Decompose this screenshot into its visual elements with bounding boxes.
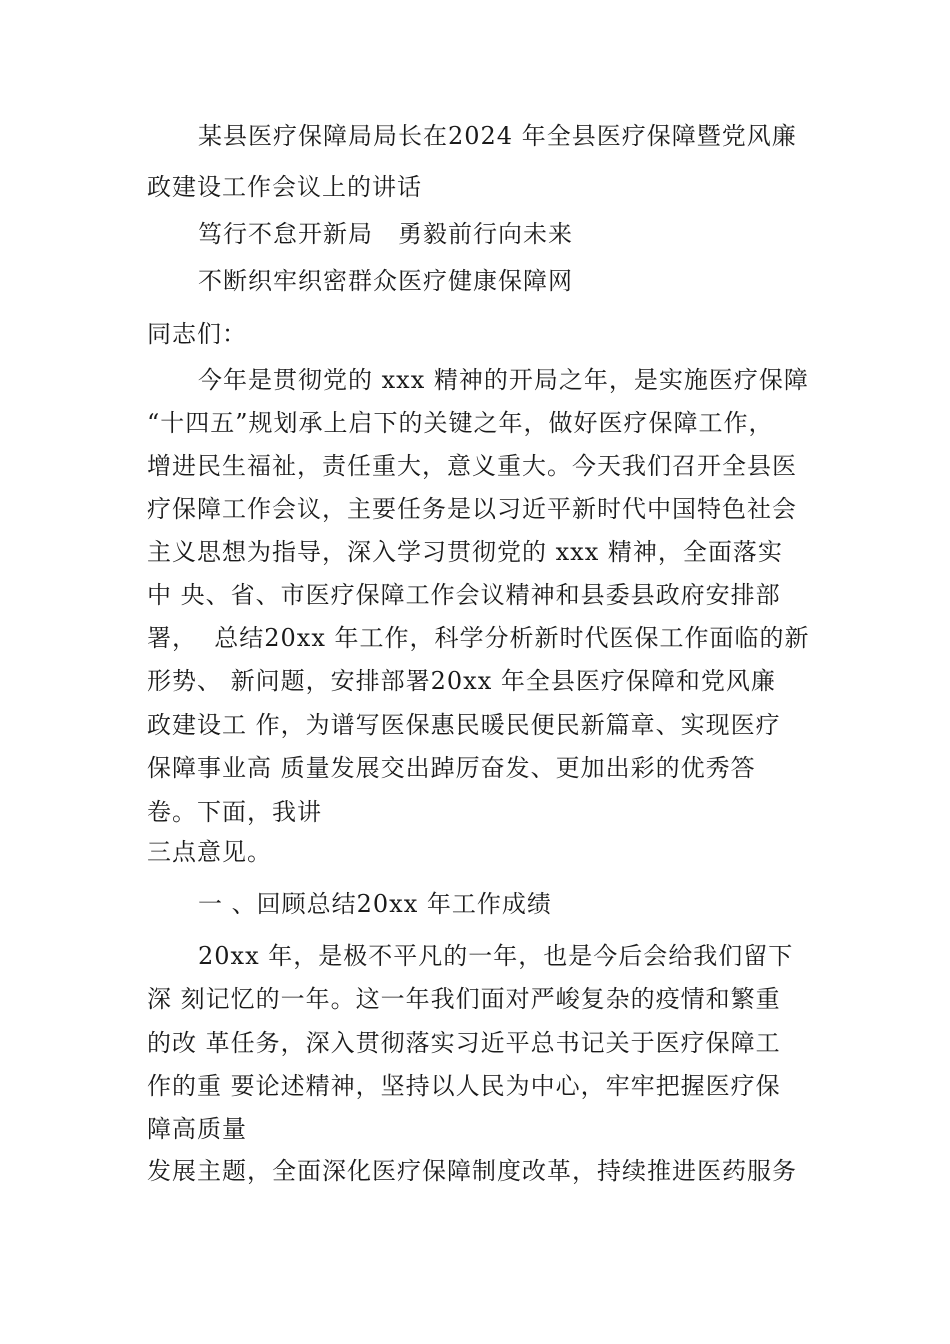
salutation: 同志们： [147, 320, 247, 348]
paragraph-line: 署， 总结20xx 年工作，科学分析新时代医保工作面临的新 [147, 624, 810, 652]
paragraph-line: 形势、 新问题，安排部署20xx 年全县医疗保障和党风廉 [147, 667, 776, 695]
document-subtitle-1: 笃行不怠开新局 勇毅前行向未来 [198, 220, 573, 248]
paragraph-line: 的改 革任务，深入贯彻落实习近平总书记关于医疗保障工 [147, 1029, 781, 1057]
paragraph-line: 保障事业高 质量发展交出踔厉奋发、更加出彩的优秀答 [147, 754, 756, 782]
paragraph-line: “十四五”规划承上启下的关键之年，做好医疗保障工作， [147, 409, 774, 437]
section-heading: 一 、回顾总结20xx 年工作成绩 [198, 890, 552, 918]
document-subtitle-2: 不断织牢织密群众医疗健康保障网 [198, 267, 573, 295]
paragraph-line: 疗保障工作会议，主要任务是以习近平新时代中国特色社会 [147, 495, 797, 523]
paragraph-line: 障高质量 [147, 1115, 247, 1143]
paragraph-line: 20xx 年，是极不平凡的一年，也是今后会给我们留下 [198, 942, 794, 970]
paragraph-line: 增进民生福祉，责任重大，意义重大。今天我们召开全县医 [147, 452, 797, 480]
paragraph-line: 主义思想为指导，深入学习贯彻党的 xxx 精神，全面落实 [147, 538, 783, 566]
paragraph-line: 政建设工 作，为谱写医保惠民暖民便民新篇章、实现医疗 [147, 711, 781, 739]
paragraph-line: 卷。下面，我讲 [147, 798, 322, 826]
document-title-line-1: 某县医疗保障局局长在2024 年全县医疗保障暨党风廉 [198, 122, 797, 150]
paragraph-line: 三点意见。 [147, 838, 272, 866]
paragraph-line: 今年是贯彻党的 xxx 精神的开局之年，是实施医疗保障 [198, 366, 809, 394]
paragraph-line: 中 央、省、市医疗保障工作会议精神和县委县政府安排部 [147, 581, 781, 609]
paragraph-line: 深 刻记忆的一年。这一年我们面对严峻复杂的疫情和繁重 [147, 985, 781, 1013]
paragraph-line: 发展主题，全面深化医疗保障制度改革，持续推进医药服务 [147, 1157, 797, 1185]
document-title-line-2: 政建设工作会议上的讲话 [147, 173, 422, 201]
paragraph-line: 作的重 要论述精神，坚持以人民为中心，牢牢把握医疗保 [147, 1072, 781, 1100]
